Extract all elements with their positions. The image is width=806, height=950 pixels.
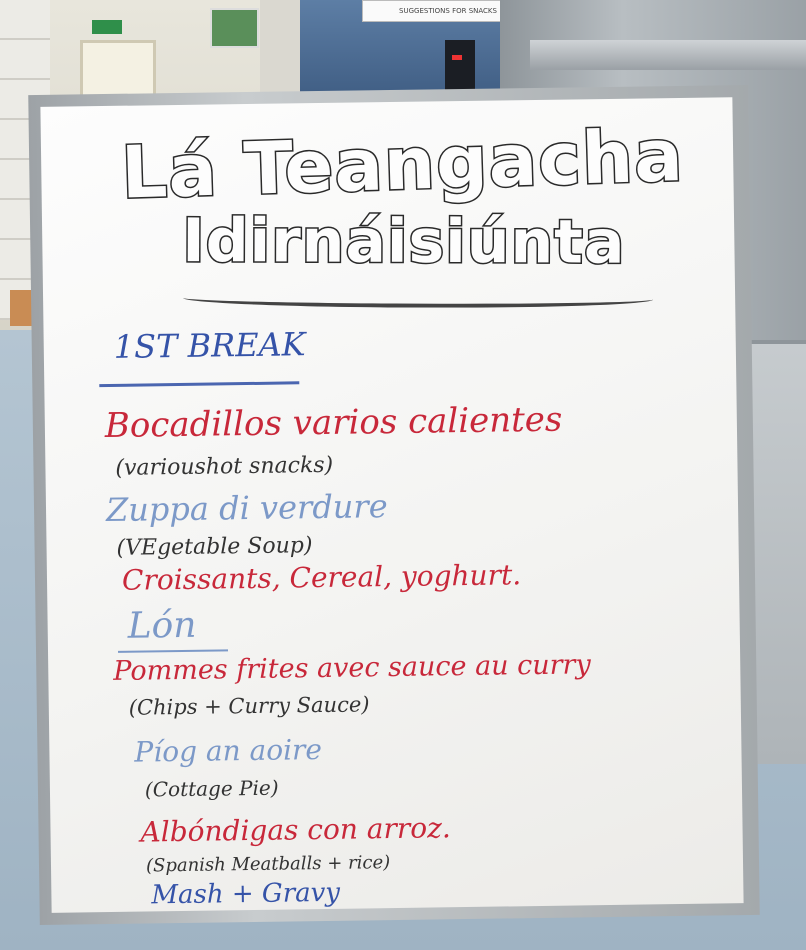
exit-sign	[92, 20, 122, 34]
lunch-item: Albóndigas con arroz.	[140, 811, 451, 849]
first-break-item: (VEgetable Soup)	[116, 533, 313, 561]
lunch-item: (Chips + Curry Sauce)	[128, 692, 370, 720]
title-line-1: Lá Teangacha	[120, 113, 685, 215]
whiteboard-frame	[28, 85, 760, 925]
lunch-menu	[40, 97, 732, 107]
wall-poster	[210, 8, 259, 48]
whiteboard	[40, 97, 743, 913]
first-break-item: Zuppa di verdure	[105, 487, 388, 530]
section-first-break: 1ST BREAK	[113, 325, 306, 366]
section-first-break-underline	[99, 381, 299, 387]
counter-shelf	[530, 40, 806, 70]
pillar	[260, 0, 300, 100]
lunch-item: Mash + Gravy	[151, 877, 341, 911]
title-line-2: Idirnáisiúnta	[182, 206, 626, 278]
lunch-item: (Cottage Pie)	[144, 775, 279, 802]
title-underline	[183, 289, 653, 309]
first-break-item: Bocadillos varios calientes	[104, 399, 563, 447]
first-break-menu	[40, 97, 732, 107]
machine-led	[452, 55, 462, 60]
lunch-item: Píog an aoire	[134, 733, 323, 769]
first-break-item: Croissants, Cereal, yoghurt.	[121, 558, 522, 597]
section-lunch-underline	[118, 649, 228, 653]
machine-panel	[445, 40, 475, 95]
top-sign: SUGGESTIONS FOR SNACKS	[362, 0, 534, 22]
lunch-item: Pommes frites avec sauce au curry	[113, 649, 591, 687]
section-lunch: Lón	[127, 604, 197, 647]
lunch-item: (Spanish Meatballs + rice)	[145, 852, 391, 877]
first-break-item: (varioushot snacks)	[115, 452, 334, 481]
